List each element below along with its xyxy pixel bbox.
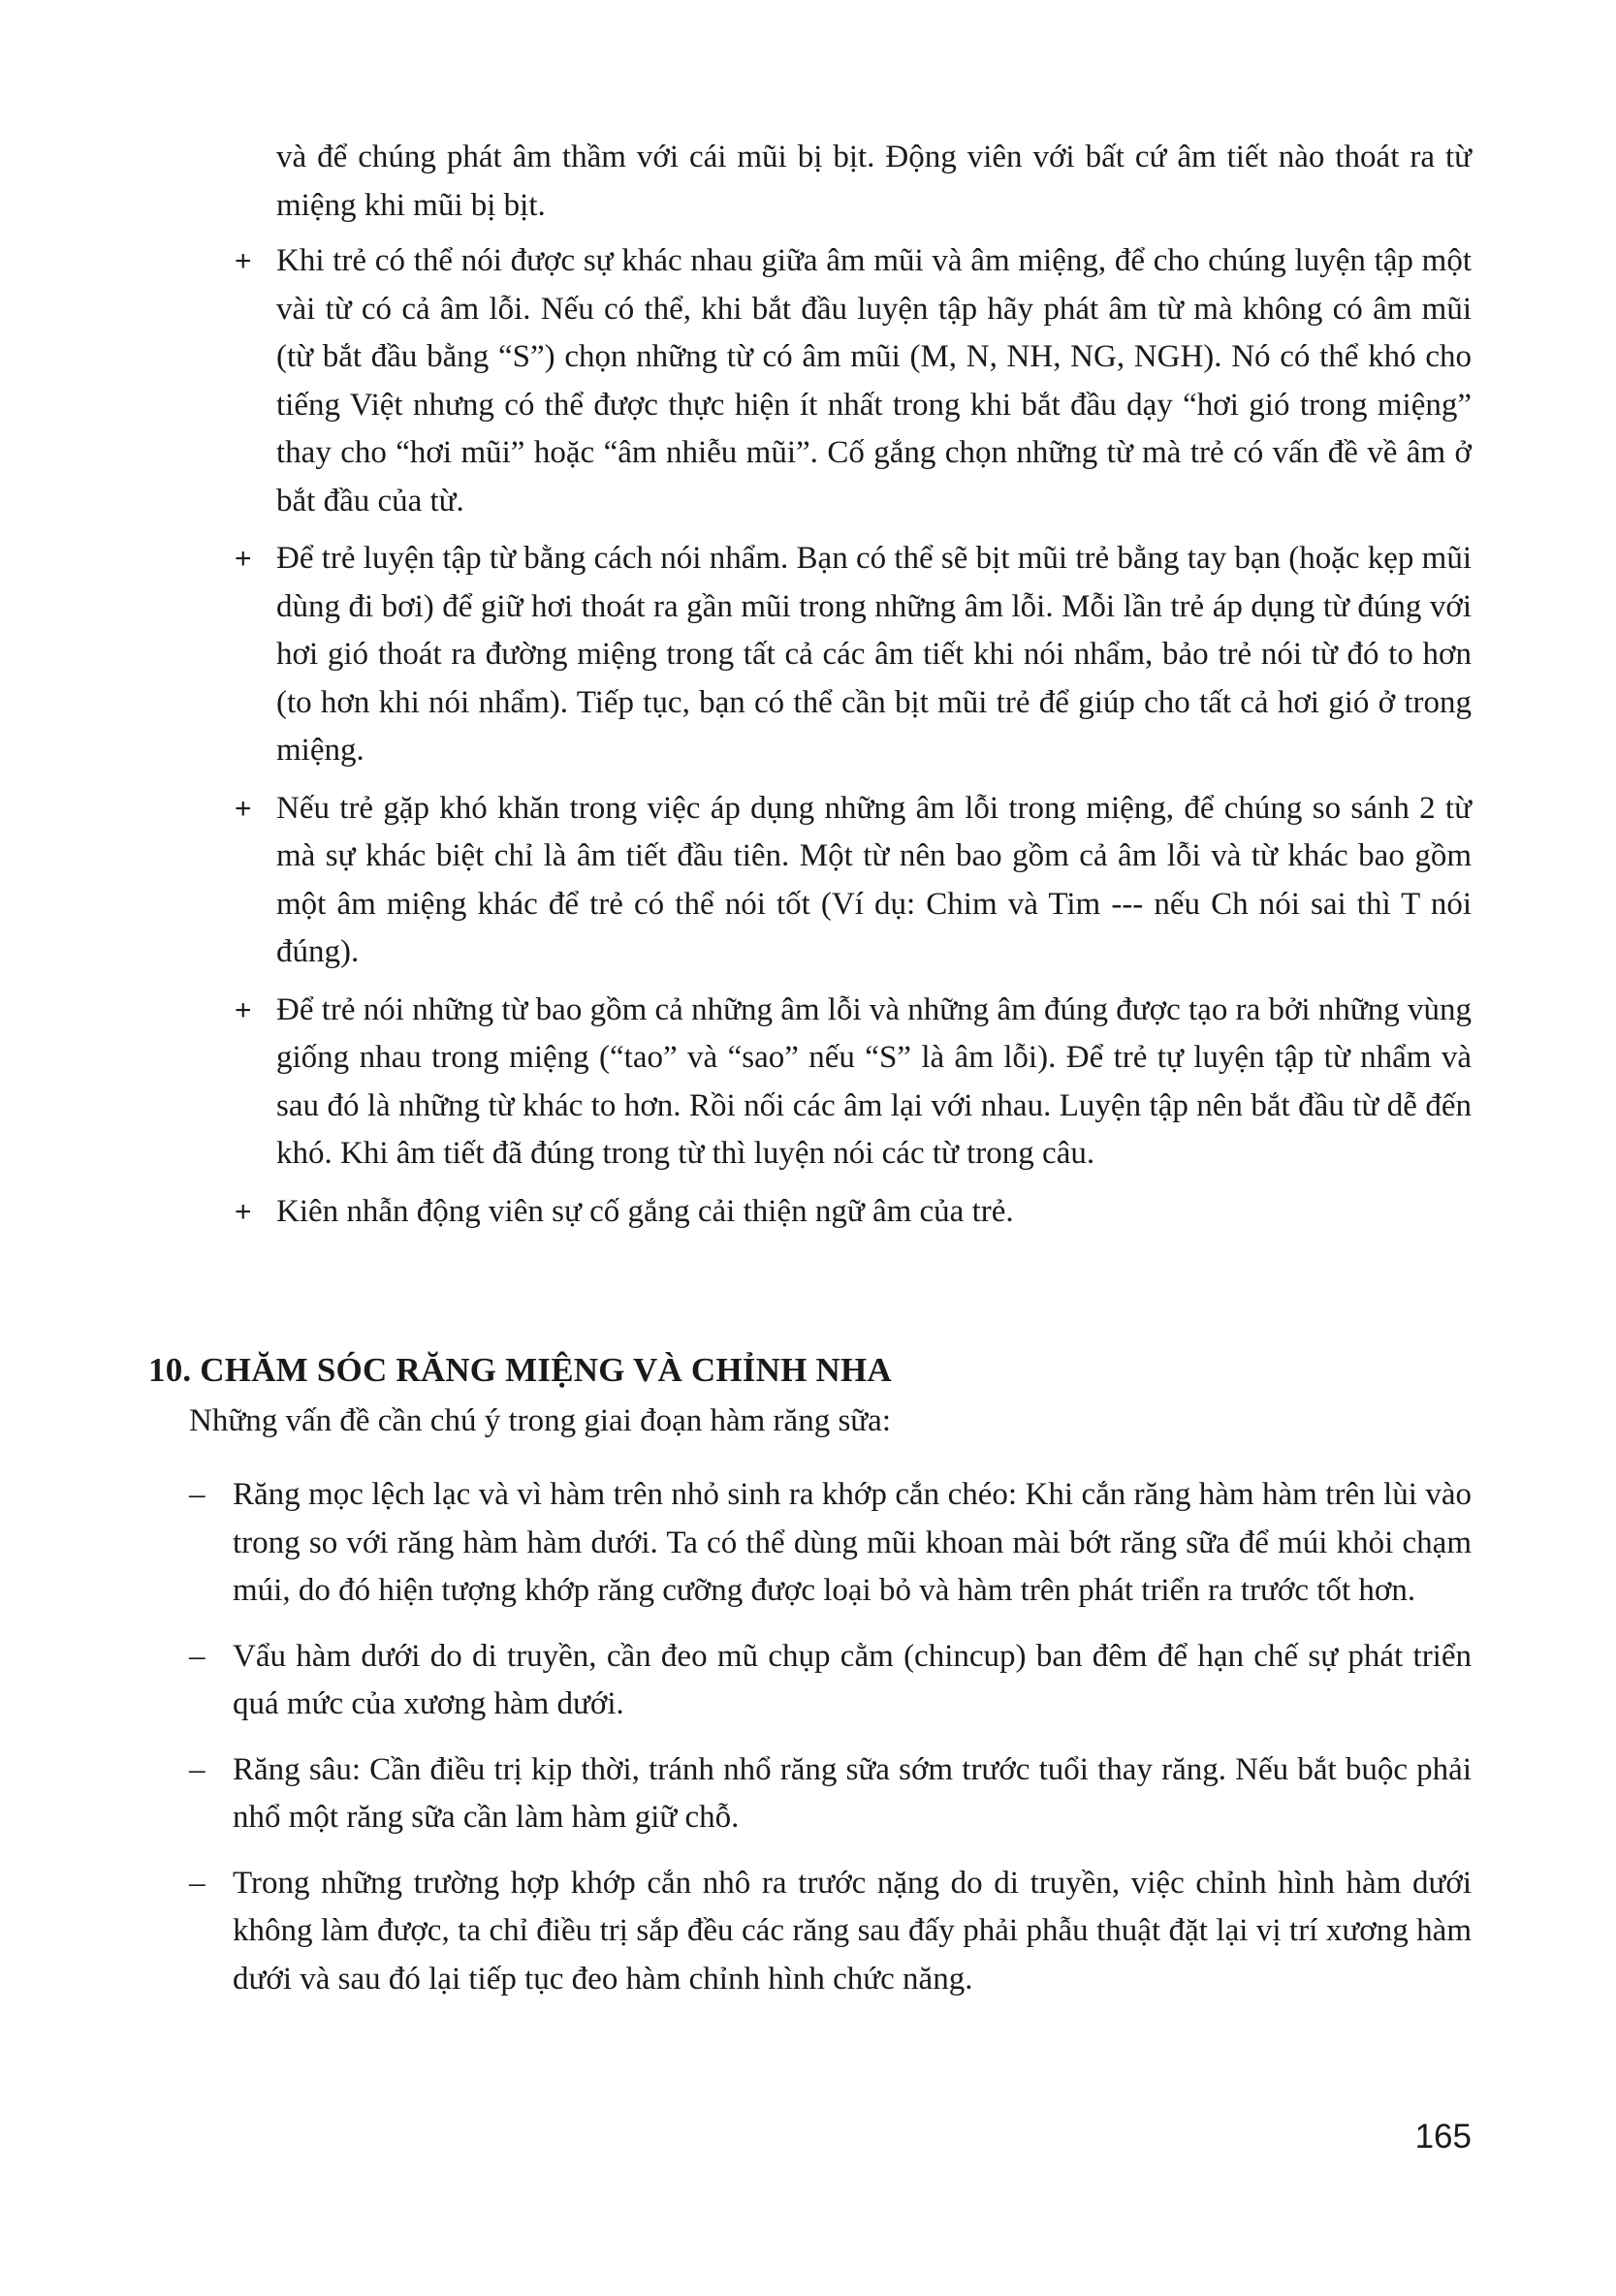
list-item-text: Răng mọc lệch lạc và vì hàm trên nhỏ sinh ra khớp cắn chéo: Khi cắn răng hàm hàm trên lùi vào trong so với răng hàm hàm dưới. Ta có thể dùng mũi khoan mài bớt răng sữa để múi khỏi chạm múi, do đó hiện tượng khớp răng cưỡng được loại bỏ và hàm trên phát triển ra trước tốt hơn. [233, 1477, 1472, 1608]
dash-marker: – [189, 1638, 206, 1674]
intro-paragraph: Những vấn đề cần chú ý trong giai đoạn hàm răng sữa: [189, 1403, 891, 1438]
list-item [235, 237, 1472, 525]
plus-bullet-list [235, 237, 1472, 1245]
list-item-text: Răng sâu: Cần điều trị kịp thời, tránh nhổ răng sữa sớm trước tuổi thay răng. Nếu bắt buộc phải nhổ một răng sữa cần làm hàm giữ chỗ. [233, 1751, 1472, 1835]
list-item-text: Kiên nhẫn động viên sự cố gắng cải thiện ngữ âm của trẻ. [276, 1193, 1014, 1229]
list-item [235, 1188, 1472, 1237]
dash-marker: – [189, 1477, 206, 1512]
dash-bullet-list [189, 1471, 1472, 2021]
list-item [235, 535, 1472, 775]
section-heading: 10. CHĂM SÓC RĂNG MIỆNG VÀ CHỈNH NHA [148, 1351, 892, 1390]
list-item-text: Trong những trường hợp khớp cắn nhô ra trước nặng do di truyền, việc chỉnh hình hàm dưới không làm được, ta chỉ điều trị sắp đều các răng sau đấy phải phẫu thuật đặt lại vị trí xương hàm dưới và sau đó lại tiếp tục đeo hàm chỉnh hình chức năng. [233, 1865, 1472, 1997]
list-item-text: Để trẻ nói những từ bao gồm cả những âm lỗi và những âm đúng được tạo ra bởi những vùng giống nhau trong miệng (“tao” và “sao” nếu “S” là âm lỗi). Để trẻ tự luyện tập từ nhẩm và sau đó là những từ khác to hơn. Rồi nối các âm lại với nhau. Luyện tập nên bắt đầu từ dễ đến khó. Khi âm tiết đã đúng trong từ thì luyện nói các từ trong câu. [276, 991, 1472, 1171]
page-number: 165 [1414, 2118, 1472, 2155]
continuation-paragraph: và để chúng phát âm thầm với cái mũi bị bịt. Động viên với bất cứ âm tiết nào thoát ra từ miệng khi mũi bị bịt. [276, 140, 1472, 223]
list-item [189, 1860, 1472, 2004]
plus-marker: + [235, 1195, 252, 1228]
list-item [189, 1471, 1472, 1616]
list-item [235, 987, 1472, 1179]
list-item [235, 785, 1472, 977]
list-item-text: Khi trẻ có thể nói được sự khác nhau giữa âm mũi và âm miệng, để cho chúng luyện tập một vài từ có cả âm lỗi. Nếu có thể, khi bắt đầu luyện tập hãy phát âm từ mà không có âm mũi (từ bắt đầu bằng “S”) chọn những từ có âm mũi (M, N, NH, NG, NGH). Nó có thể khó cho tiếng Việt nhưng có thể được thực hiện ít nhất trong khi bắt đầu dạy “hơi gió trong miệng” thay cho “hơi mũi” hoặc “âm nhiễu mũi”. Cố gắng chọn những từ mà trẻ có vấn đề về âm ở bắt đầu của từ. [276, 243, 1472, 519]
plus-marker: + [235, 792, 252, 825]
list-item-text: Vẩu hàm dưới do di truyền, cần đeo mũ chụp cằm (chincup) ban đêm để hạn chế sự phát triển quá mức của xương hàm dưới. [233, 1638, 1472, 1721]
list-item [189, 1633, 1472, 1729]
plus-marker: + [235, 543, 252, 575]
list-item-text: Để trẻ luyện tập từ bằng cách nói nhẩm. Bạn có thể sẽ bịt mũi trẻ bằng tay bạn (hoặc kẹp mũi dùng đi bơi) để giữ hơi thoát ra gần mũi trong những âm lỗi. Mỗi lần trẻ áp dụng từ đúng với hơi gió thoát ra đường miệng trong tất cả các âm tiết khi nói nhẩm, bảo trẻ nói từ đó to hơn (to hơn khi nói nhẩm). Tiếp tục, bạn có thể cần bịt mũi trẻ để giúp cho tất cả hơi gió ở trong miệng. [276, 541, 1473, 768]
dash-marker: – [189, 1865, 206, 1901]
plus-marker: + [235, 245, 252, 277]
dash-marker: – [189, 1751, 206, 1787]
list-item [189, 1746, 1472, 1842]
list-item-text: Nếu trẻ gặp khó khăn trong việc áp dụng những âm lỗi trong miệng, để chúng so sánh 2 từ mà sự khác biệt chỉ là âm tiết đầu tiên. Một từ nên bao gồm cả âm lỗi và từ khác bao gồm một âm miệng khác để trẻ có thể nói tốt (Ví dụ: Chim và Tim --- nếu Ch nói sai thì T nói đúng). [276, 790, 1472, 969]
plus-marker: + [235, 993, 252, 1026]
